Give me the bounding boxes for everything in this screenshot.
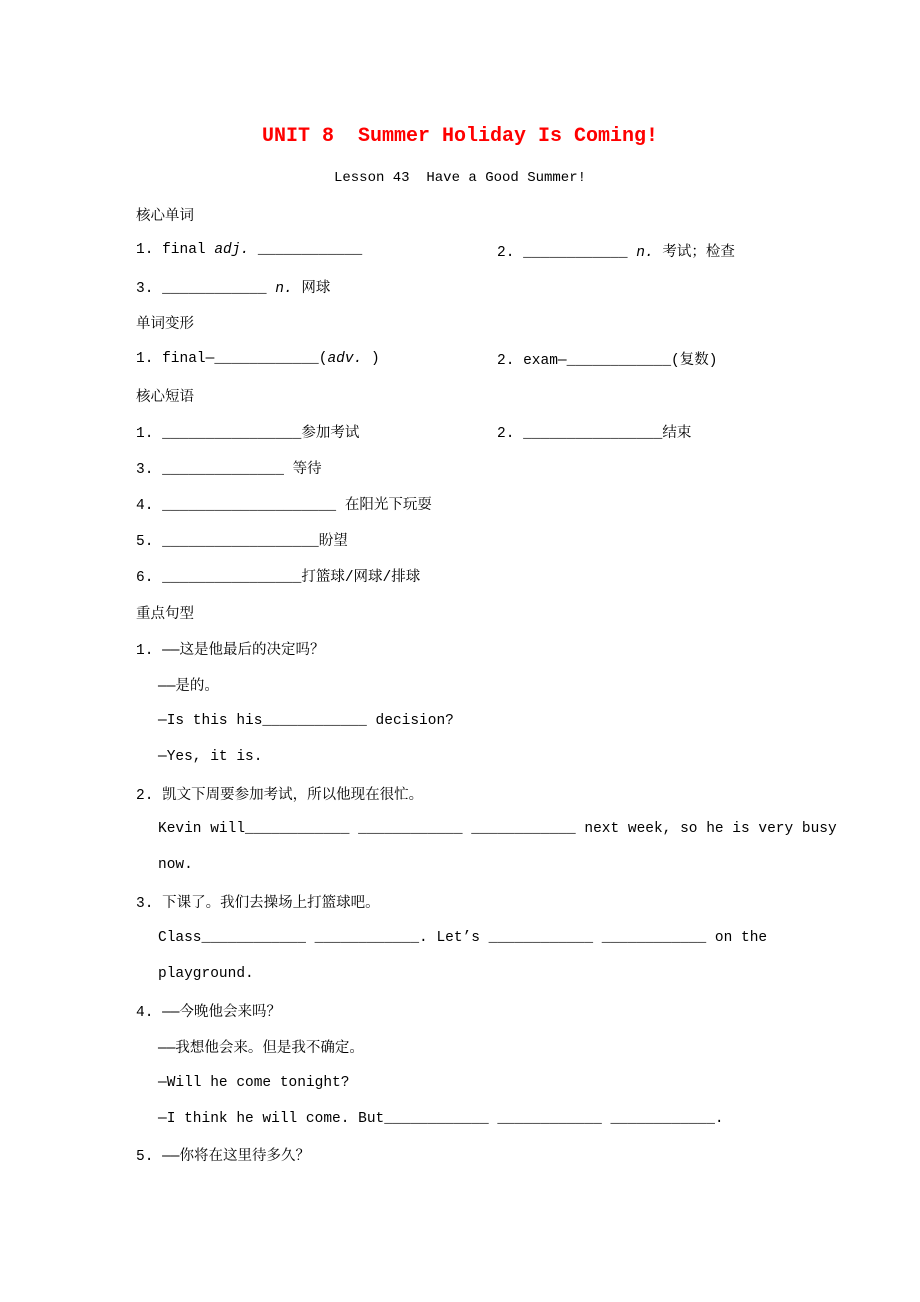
sentence-5-cn-question: 5. ——你将在这里待多久？ — [136, 1149, 311, 1166]
word-forms-row-1 — [136, 341, 920, 377]
sentence-2-en-line-1: Kevin will____________ ____________ ____________ next week, so he is very busy — [158, 821, 837, 838]
sentence-1-en-answer: —Yes, it is. — [158, 748, 263, 765]
sentence-3-en-line-1: Class____________ ____________. Let’s ____________ ____________ on the — [158, 929, 768, 946]
phrase-item-5: 5. __________________盼望 — [136, 534, 348, 551]
section-heading-word-forms: 单词变形 — [136, 317, 194, 334]
phrase-item-6: 6. ________________打篮球/网球/排球 — [136, 570, 421, 587]
vocab-item-1: 1. final adj. ____________ — [136, 242, 363, 259]
sentence-2-cn: 2. 凯文下周要参加考试，所以他现在很忙。 — [136, 787, 424, 804]
worksheet-content — [0, 196, 920, 1173]
word-form-item-2: 2. exam—____________(复数) — [497, 353, 718, 370]
sentence-4-en-answer: —I think he will come. But____________ ____________ ____________. — [158, 1110, 724, 1127]
vocab-item-3: 3. ____________ n. 网球 — [136, 280, 331, 297]
phrase-item-3: 3. ______________ 等待 — [136, 461, 322, 478]
sentence-1-cn-question: 1. ——这是他最后的决定吗？ — [136, 642, 325, 659]
unit-title: UNIT 8 Summer Holiday Is Coming! — [261, 125, 659, 148]
phrase-item-4: 4. ____________________ 在阳光下玩耍 — [136, 498, 432, 515]
phrase-item-1: 1. ________________参加考试 — [136, 425, 360, 442]
sentence-1-cn-answer: ——是的。 — [158, 679, 219, 696]
section-heading-core-phrases: 核心短语 — [136, 389, 194, 406]
phrase-item-2: 2. ________________结束 — [497, 425, 692, 442]
section-heading-core-words: 核心单词 — [136, 208, 194, 225]
core-words-row-1 — [136, 232, 920, 268]
core-words-row-2 — [136, 268, 920, 304]
sentence-3-en-line-2: playground. — [158, 966, 254, 983]
sentence-4-cn-answer: ——我想他会来。但是我不确定。 — [158, 1040, 364, 1057]
word-form-item-1: 1. final—____________(adv. ) — [136, 350, 380, 367]
sentence-4-en-question: —Will he come tonight? — [158, 1074, 350, 1091]
sentence-1-en-question: —Is this his____________ decision? — [158, 712, 454, 729]
lesson-subtitle: Lesson 43 Have a Good Summer! — [333, 170, 587, 186]
sentence-3-cn: 3. 下课了。我们去操场上打篮球吧。 — [136, 896, 380, 913]
section-heading-key-sentences: 重点句型 — [136, 606, 194, 623]
sentence-2-en-line-2: now. — [158, 857, 193, 874]
vocab-item-2: 2. ____________ n. 考试；检查 — [497, 244, 735, 261]
core-phrases-row-1 — [136, 413, 920, 449]
sentence-4-cn-question: 4. ——今晚他会来吗？ — [136, 1004, 282, 1021]
